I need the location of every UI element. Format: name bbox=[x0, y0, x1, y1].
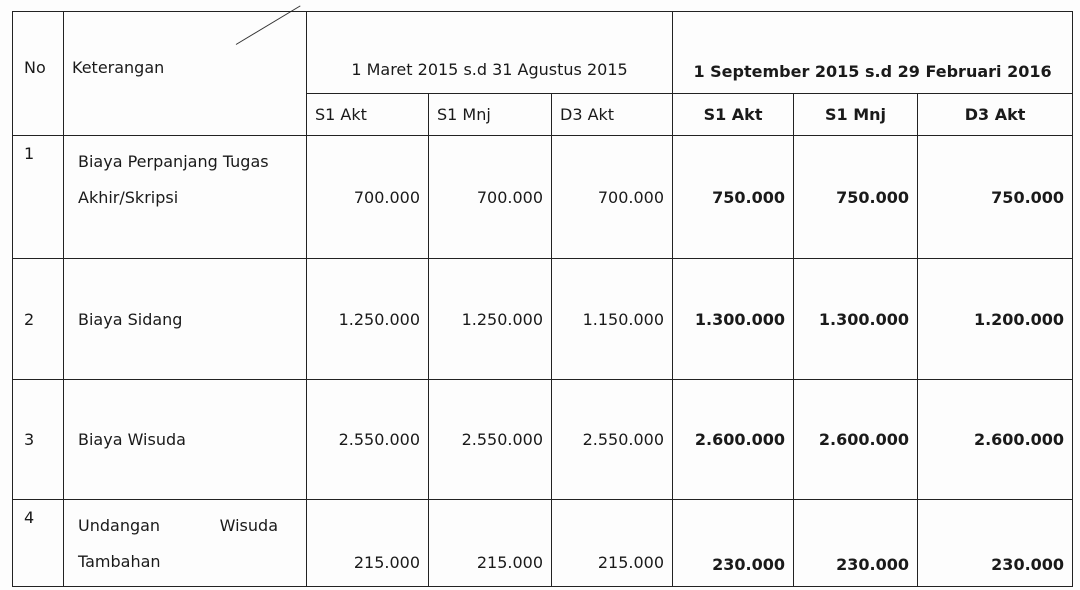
cell-p2-d3-akt: 1.200.000 bbox=[918, 259, 1073, 380]
cell-p2-s1-mnj: 230.000 bbox=[794, 500, 918, 587]
cell-p2-s1-mnj: 2.600.000 bbox=[794, 380, 918, 500]
subheader-p2-s1-akt: S1 Akt bbox=[673, 94, 794, 136]
cell-p2-s1-akt: 230.000 bbox=[673, 500, 794, 587]
cell-p1-d3-akt: 1.150.000 bbox=[552, 259, 673, 380]
subheader-p1-d3-akt: D3 Akt bbox=[552, 94, 673, 136]
cell-p1-s1-akt: 215.000 bbox=[307, 500, 429, 587]
cell-p1-d3-akt: 2.550.000 bbox=[552, 380, 673, 500]
table-row bbox=[13, 380, 1073, 500]
row-description: Biaya Sidang bbox=[64, 259, 307, 380]
row-no: 2 bbox=[13, 259, 64, 380]
row-description-line2: Akhir/Skripsi bbox=[78, 188, 179, 207]
row-description bbox=[64, 500, 307, 587]
row-no: 4 bbox=[13, 500, 64, 587]
cell-p2-s1-akt: 750.000 bbox=[673, 136, 794, 259]
subheader-p1-s1-akt: S1 Akt bbox=[307, 94, 429, 136]
header-keterangan bbox=[64, 12, 307, 136]
row-description-line1: Biaya Perpanjang Tugas bbox=[78, 152, 269, 171]
cell-p1-d3-akt: 700.000 bbox=[552, 136, 673, 259]
table-row bbox=[13, 500, 1073, 587]
table-row bbox=[13, 136, 1073, 259]
subheader-p2-s1-mnj: S1 Mnj bbox=[794, 94, 918, 136]
cell-p1-d3-akt: 215.000 bbox=[552, 500, 673, 587]
period-2-label: 1 September 2015 s.d 29 Februari 2016 bbox=[693, 62, 1052, 81]
header-period-2 bbox=[673, 12, 1073, 94]
row-description: Biaya Wisuda bbox=[64, 380, 307, 500]
cell-p1-s1-mnj: 215.000 bbox=[429, 500, 552, 587]
cell-p2-s1-mnj: 750.000 bbox=[794, 136, 918, 259]
cell-p2-d3-akt: 2.600.000 bbox=[918, 380, 1073, 500]
cell-p1-s1-mnj: 1.250.000 bbox=[429, 259, 552, 380]
period-1-label: 1 Maret 2015 s.d 31 Agustus 2015 bbox=[351, 60, 628, 79]
subheader-p1-s1-mnj: S1 Mnj bbox=[429, 94, 552, 136]
cell-p1-s1-akt: 1.250.000 bbox=[307, 259, 429, 380]
cell-p1-s1-akt: 700.000 bbox=[307, 136, 429, 259]
cell-p2-d3-akt: 750.000 bbox=[918, 136, 1073, 259]
header-no bbox=[13, 12, 64, 136]
row-description-line2: Tambahan bbox=[78, 552, 161, 571]
cell-p1-s1-mnj: 700.000 bbox=[429, 136, 552, 259]
header-keterangan-label: Keterangan bbox=[72, 58, 165, 77]
cell-p2-s1-akt: 1.300.000 bbox=[673, 259, 794, 380]
table-row bbox=[13, 259, 1073, 380]
cell-p2-s1-mnj: 1.300.000 bbox=[794, 259, 918, 380]
cell-p2-s1-akt: 2.600.000 bbox=[673, 380, 794, 500]
cell-p2-d3-akt: 230.000 bbox=[918, 500, 1073, 587]
header-row-1 bbox=[13, 12, 1073, 94]
cell-p1-s1-mnj: 2.550.000 bbox=[429, 380, 552, 500]
header-period-1 bbox=[307, 12, 673, 94]
row-description bbox=[64, 136, 307, 259]
row-no: 3 bbox=[13, 380, 64, 500]
subheader-p2-d3-akt: D3 Akt bbox=[918, 94, 1073, 136]
row-no: 1 bbox=[13, 136, 64, 259]
header-no-label: No bbox=[24, 58, 46, 77]
fee-table bbox=[12, 11, 1073, 587]
cell-p1-s1-akt: 2.550.000 bbox=[307, 380, 429, 500]
row-description-line1: Undangan Wisuda bbox=[78, 516, 278, 535]
